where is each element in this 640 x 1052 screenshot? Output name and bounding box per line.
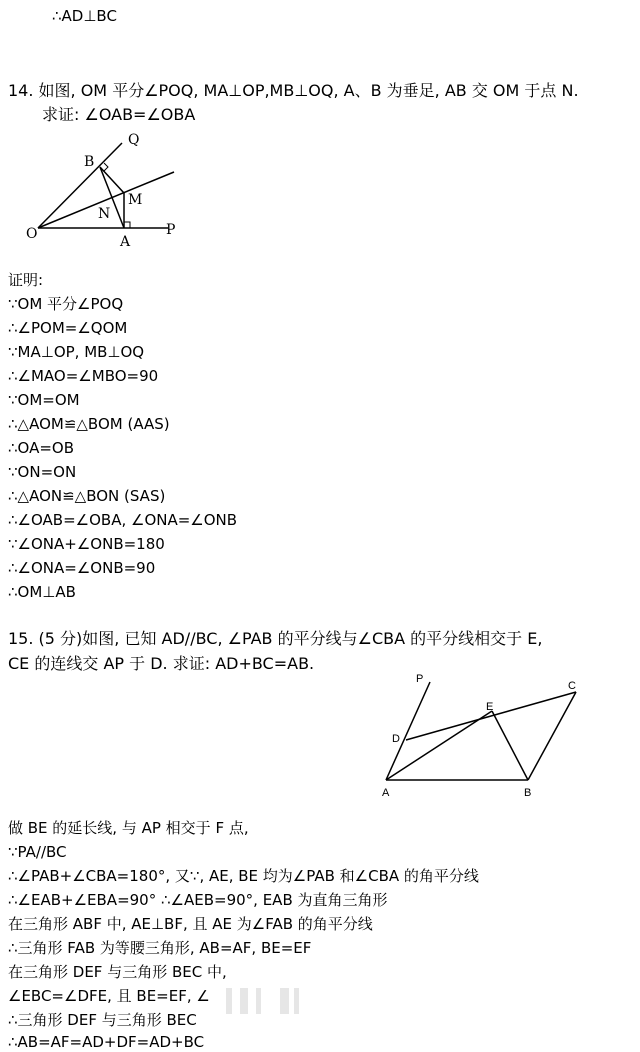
q14-proof-title: 证明: [8,271,44,289]
solution-line: ∴三角形 FAB 为等腰三角形, AB=AF, BE=EF [8,939,312,957]
label-B: B [84,154,95,170]
q15-figure [370,668,592,802]
label-A: A [120,234,131,250]
proof-line: ∴∠OAB=∠OBA, ∠ONA=∠ONB [8,511,238,529]
proof-line: ∵∠ONA+∠ONB=180 [8,535,165,553]
label-M: M [128,192,143,208]
solution-line: 做 BE 的延长线, 与 AP 相交于 F 点, [8,819,249,837]
q14-prove: 求证: ∠OAB=∠OBA [42,105,196,124]
proof-line: ∵OM=OM [8,391,80,409]
solution-line: 在三角形 ABF 中, AE⊥BF, 且 AE 为∠FAB 的角平分线 [8,915,373,933]
watermark-bar [280,988,289,1014]
proof-line: ∴OA=OB [8,439,75,457]
proof-line: ∵MA⊥OP, MB⊥OQ [8,343,145,361]
watermark-bar [294,988,299,1014]
label-A: A [382,787,390,799]
q15-statement-line2: CE 的连线交 AP 于 D. 求证: AD+BC=AB. [8,654,315,673]
label-P: P [416,673,424,685]
solution-line: 在三角形 DEF 与三角形 BEC 中, [8,963,227,981]
watermark-bar [240,988,248,1014]
label-D: D [392,733,400,745]
q14-statement: 14. 如图, OM 平分∠POQ, MA⊥OP,MB⊥OQ, A、B 为垂足, AB 交 OM 于点 N. [8,81,579,100]
proof-line: ∴△AON≌△BON (SAS) [8,487,166,505]
label-C: C [568,680,576,692]
label-P: P [166,222,176,238]
label-B: B [524,787,532,799]
proof-line: ∴∠MAO=∠MBO=90 [8,367,159,385]
proof-line: ∴△AOM≌△BOM (AAS) [8,415,170,433]
q14-figure [20,126,190,250]
solution-line: ∴∠EAB+∠EBA=90° ∴∠AEB=90°, EAB 为直角三角形 [8,891,388,909]
label-O: O [26,226,38,242]
proof-line: ∵OM 平分∠POQ [8,295,124,313]
solution-line: ∴AB=AF=AD+DF=AD+BC [8,1033,205,1051]
proof-line: ∴OM⊥AB [8,583,76,601]
label-N: N [98,206,111,222]
label-Q: Q [128,132,140,148]
label-E: E [486,701,494,713]
solution-line: ∴∠PAB+∠CBA=180°, 又∵, AE, BE 均为∠PAB 和∠CBA 的角平分线 [8,867,479,885]
q15-statement-line1: 15. (5 分)如图, 已知 AD//BC, ∠PAB 的平分线与∠CBA 的平分线相交于 E, [8,629,543,648]
proof-line: ∵ON=ON [8,463,77,481]
solution-line: ∠EBC=∠DFE, 且 BE=EF, ∠ [8,987,210,1005]
previous-conclusion: ∴AD⊥BC [52,7,117,25]
solution-line: ∵PA//BC [8,843,67,861]
watermark-bar [226,988,232,1014]
proof-line: ∴∠ONA=∠ONB=90 [8,559,156,577]
watermark-bar [256,988,261,1014]
solution-line: ∴三角形 DEF 与三角形 BEC [8,1011,197,1029]
proof-line: ∴∠POM=∠QOM [8,319,128,337]
